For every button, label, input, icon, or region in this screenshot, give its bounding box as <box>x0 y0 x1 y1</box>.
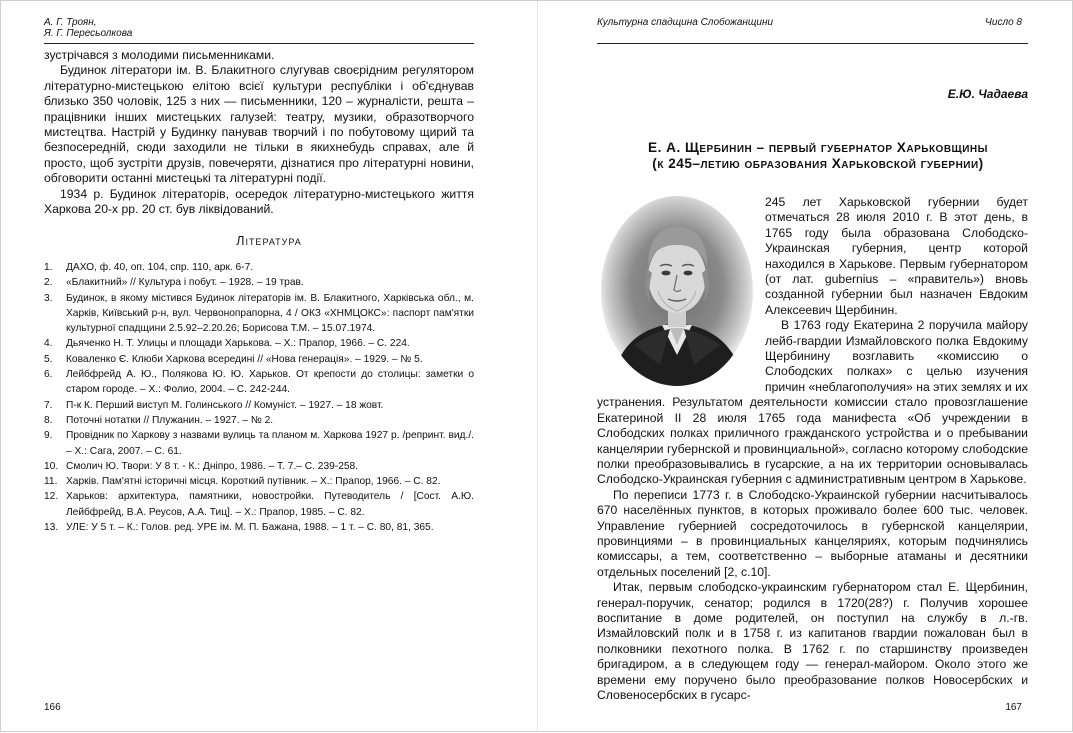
reference-item <box>44 367 474 398</box>
reference-number: 7. <box>44 399 53 411</box>
article-title-line-1: Е. А. Щербинин – первый губернатор Харьковщины <box>648 140 988 155</box>
right-header-title: Культурна спадщина Слобожанщини <box>597 17 774 28</box>
right-paragraph-1: 245 лет Харьковской губернии будет отмечаться 28 июля 2010 г. В этот день, в 1765 году была образована Слободско-Украинская губерния, центр которой находился в Харькове. Первым губернатором (от лат. gubernius – «правитель») вновь созданной губернии был назначен Евдоким Алексеевич Щербинин. <box>765 195 1028 317</box>
reference-text: Лейбфрейд А. Ю., Полякова Ю. Ю. Харьков. От крепости до столицы: заметки о старом городе. – Х.: Фолио, 2004. – С. 242-244. <box>66 369 474 396</box>
reference-item <box>44 459 474 474</box>
reference-text: ДАХО, ф. 40, оп. 104, спр. 110, арк. 6-7. <box>66 262 254 273</box>
literature-heading: Література <box>236 234 302 248</box>
header-author-2: Я. Г. Пересьолкова <box>44 28 133 39</box>
reference-number: 10. <box>44 460 59 472</box>
reference-number: 1. <box>44 262 53 273</box>
reference-text: Коваленко Є. Клюби Харкова всередині // «Нова генерація». – 1929. – № 5. <box>66 353 423 365</box>
left-header-rule <box>44 43 474 44</box>
reference-number: 3. <box>44 292 53 304</box>
header-author-1: А. Г. Троян, <box>44 17 97 28</box>
reference-text: Поточні нотатки // Плужанин. – 1927. – № 2. <box>66 414 274 426</box>
reference-text: Провідник по Харкову з назвами вулиць та планом м. Харкова 1927 р. /репринт. вид./. – Х.: Сага, 2007. – С. 61. <box>66 430 474 457</box>
right-paragraph-4: Итак, первым слободско-украинским губернатором стал Е. Щербинин, генерал-поручик, сенатор; родился в 1720(28?) г. Получив хорошее воспитание в доме родителей, он поступил на службу в л.-гв. Измайловский полк и в 1758 г. из капитанов гвардии пожалован был в полковники пехотного полка. В 1762 г. по старшинству произведен бригадиром, а в следующем году — генерал-майором. Около этого же времени ему поручено было преобразование полков Новосербских и Словеносербских в гусарс- <box>597 580 1028 702</box>
reference-text: П-к К. Перший виступ М. Голинського // Комуніст. – 1927. – 18 жовт. <box>66 399 384 411</box>
left-page <box>1 1 537 733</box>
reference-text: Харьков: архитектура, памятники, новостройки. Путеводитель / [Сост. А.Ю. Лейбфрейд, В.А. Реусов, А.А. Тиц]. – Х.: Прапор, 1985. – С. 82. <box>66 491 474 518</box>
left-body-text <box>44 48 474 217</box>
reference-item <box>44 413 474 428</box>
article-title-line-2: (к 245–летию образования Харьковской губернии) <box>652 156 984 171</box>
left-paragraph-1: зустрічався з молодими письменниками. <box>44 48 275 62</box>
right-paragraph-2: В 1763 году Екатерина 2 поручила майору лейб-гвардии Измайловского полка Евдокиму Щербинину возглавить «комиссию о Слободских полках» с целью изучения причин «неблагополучия» на этих землях и их устранения. Результатом деятельности комиссии стало провозглашение Екатериной II 28 июля 1765 года манифеста «Об учреждении в Слободских полках приличного гражданского устройства и о пребывании канцелярии губернской и провинциальной», согласно которому слободские полки преобразовывались в гусарские, а на их территории основывалась Слободско-Украинская губерния с административным центром в Харькове. <box>597 318 1028 487</box>
reference-number: 5. <box>44 353 53 365</box>
reference-number: 8. <box>44 414 53 426</box>
left-paragraph-3: 1934 р. Будинок літераторів, осередок літературно-мистецького життя Харкова 20-х рр. 20 ст. був ліквідований. <box>44 186 474 217</box>
right-page <box>538 1 1073 733</box>
reference-item <box>44 520 474 535</box>
left-header-authors <box>44 17 132 39</box>
left-page-number: 166 <box>44 702 61 713</box>
reference-text: Смолич Ю. Твори: У 8 т. - К.: Дніпро, 1986. – Т. 7.– С. 239-258. <box>66 460 359 472</box>
portrait-image <box>600 195 754 387</box>
reference-number: 2. <box>44 277 53 289</box>
reference-text: УЛЕ: У 5 т. – К.: Голов. ред. УРЕ ім. М. П. Бажана, 1988. – 1 т. – С. 80, 81, 365. <box>66 522 434 534</box>
left-paragraph-2: Будинок літератори ім. В. Блакитного слугував своєрідним регулятором літературно-мистецькою елітою всієї культури республіки і об'єднував близько 350 чоловік, 125 з них — письменники, 120 – журналісти, решта – працівники інших мистецьких галузей: театру, музики, образотворчого мистецтва. Настрій у Будинку панував творчий і по побутовому щирий та безпосередній, сюди заходили не тільки в якихнебудь справах, але й просто, щоб зустріти друзів, повечеряти, дізнатися про літературні новини, обговорити останні мистецькі та літературні події. <box>44 63 474 186</box>
reference-text: «Блакитний» // Культура і побут. – 1928. – 19 трав. <box>66 277 304 289</box>
reference-text: Дьяченко Н. Т. Улицы и площади Харькова. – Х.: Прапор, 1966. – С. 224. <box>66 338 410 350</box>
reference-item <box>44 398 474 413</box>
reference-item <box>44 336 474 351</box>
article-author: Е.Ю. Чадаева <box>947 87 1028 101</box>
article-title <box>598 140 1038 172</box>
reference-item <box>44 474 474 489</box>
right-page-number: 167 <box>1005 702 1022 713</box>
reference-text: Будинок, в якому містився Будинок літераторів ім. В. Блакитного, Харківська обл., м. Харків, Київський р-н, вул. Червонопрапорна, 4 / ОКЗ «ХНМЦОКС»: паспорт пам'ятки культурної спадщини 2.5.92–2.20.26; Борисова Т.М. – 15.07.1974. <box>66 292 474 335</box>
reference-number: 13. <box>44 522 59 534</box>
reference-number: 6. <box>44 369 53 381</box>
reference-item <box>44 428 474 459</box>
reference-item <box>44 489 474 520</box>
reference-text: Харків. Пам'ятні історичні місця. Короткий путівник. – Х.: Прапор, 1966. – С. 82. <box>66 476 441 488</box>
reference-number: 4. <box>44 338 53 350</box>
reference-item <box>44 352 474 367</box>
reference-item <box>44 275 474 290</box>
reference-number: 9. <box>44 430 53 442</box>
right-header-issue: Число 8 <box>985 17 1022 28</box>
reference-item <box>44 291 474 337</box>
right-paragraph-3: По переписи 1773 г. в Слободско-Украинской губернии насчитывалось 670 населённых пунктов, в которых проживало более 600 тыс. человек. Управление губернией сосредоточилось в губернской канцелярии, провинциями – в провинциальных канцеляриях, которым подчинялись комиссары, а тем, соответственно – выборные атаманы и десятники отдельных поселений [2, с.10]. <box>597 487 1028 579</box>
reference-number: 11. <box>44 476 58 488</box>
reference-list <box>44 260 474 535</box>
right-header-rule <box>597 43 1028 44</box>
reference-item <box>44 260 474 275</box>
reference-number: 12. <box>44 491 59 503</box>
